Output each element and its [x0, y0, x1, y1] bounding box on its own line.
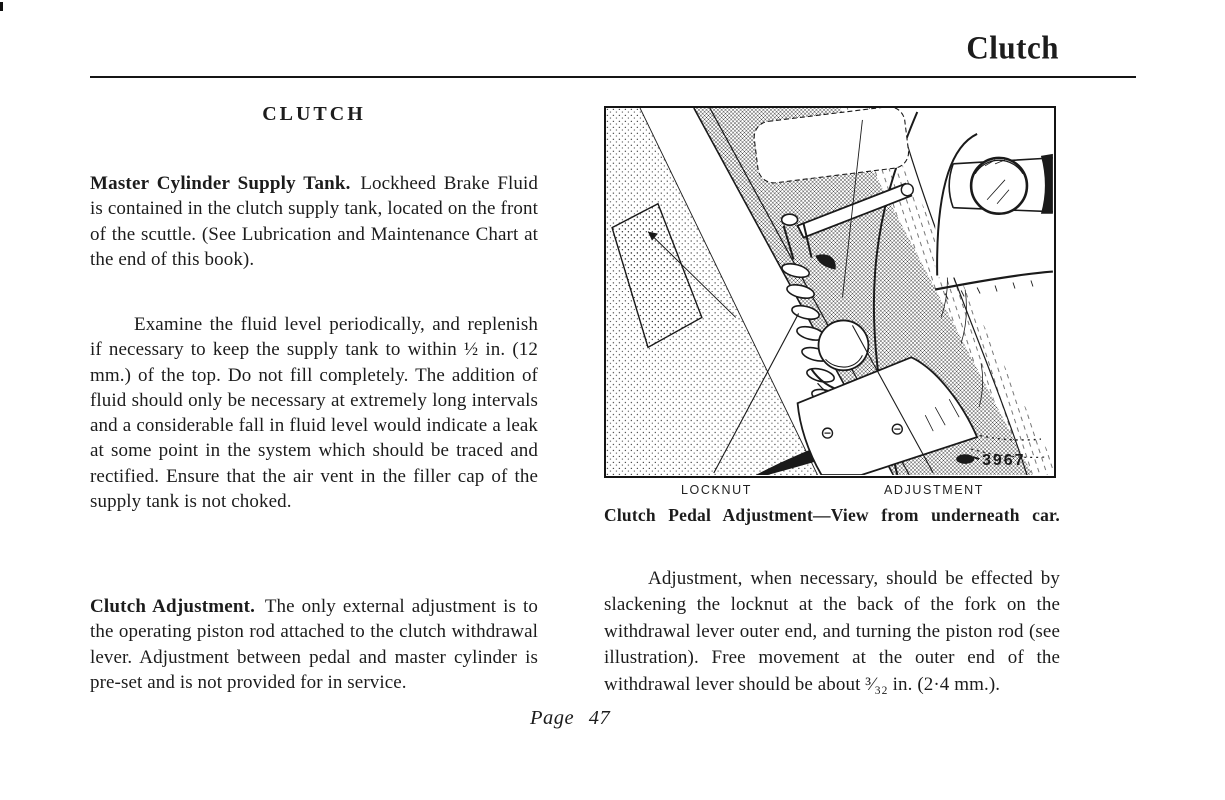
- chapter-title: Clutch: [966, 29, 1059, 66]
- figure-label-adjustment: ADJUSTMENT: [884, 483, 985, 497]
- figure-frame: [604, 106, 1056, 478]
- figure-plate-number: 3967: [982, 452, 1026, 470]
- header-rule: [90, 76, 1136, 78]
- paragraph-master-cylinder: [90, 171, 538, 272]
- cross-shaft-boss: [935, 108, 1053, 299]
- paragraph-lead-in: Master Cylinder Supply Tank.: [90, 173, 351, 194]
- scan-artifact: [0, 2, 3, 11]
- paragraph-adjustment-procedure: Adjustment, when necessary, should be effected by slackening the locknut at the back of the fork on the withdrawal lever outer end, and turning the piston rod (see illustration). Free movement at the outer end of the withdrawal lever should be about ³⁄₃₂ in. (2·4 mm.).: [604, 568, 1060, 695]
- paragraph-fluid-level: Examine the fluid level periodically, and replenish if necessary to keep the supply tank to within ½ in. (12 mm.) of the top. Do not fill completely. The addition of fluid should only be necessary at extremely long intervals and a considerable fall in fluid level would indicate a leak at some point in the system which should be traced and rectified. Ensure that the air vent in the filler cap of the supply tank is not choked.: [90, 314, 538, 513]
- figure-caption: Clutch Pedal Adjustment—View from underneath car.: [604, 505, 1060, 525]
- section-heading: CLUTCH: [262, 103, 366, 125]
- paragraph-text: Lockheed Brake Fluid is contained in the clutch supply tank, located on the front of the scuttle. (See Lubrication and Maintenance Chart at the end of this book).: [90, 173, 538, 270]
- page-number: Page 47: [530, 707, 611, 729]
- clutch-illustration: [606, 108, 1053, 475]
- figure-label-locknut: LOCKNUT: [681, 483, 752, 497]
- paragraph-clutch-adjustment: [90, 594, 538, 695]
- paragraph-text: The only external adjustment is to the operating piston rod attached to the clutch withdrawal lever. Adjustment between pedal and master cylinder is pre-set and is not provided for in service.: [90, 596, 538, 693]
- maker-logo-blob: [956, 454, 974, 464]
- paragraph-lead-in: Clutch Adjustment.: [90, 596, 256, 617]
